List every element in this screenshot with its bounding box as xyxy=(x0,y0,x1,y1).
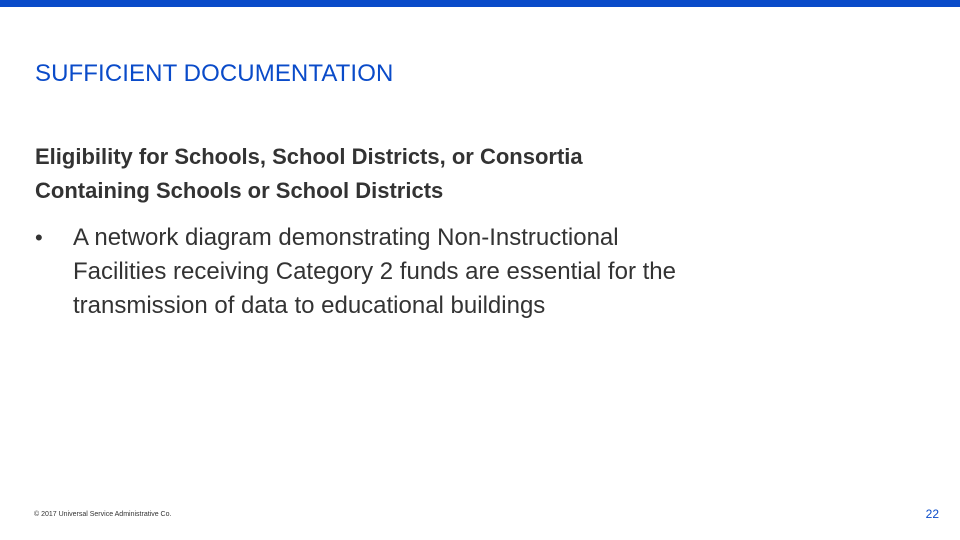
slide-title: SUFFICIENT DOCUMENTATION xyxy=(35,60,394,87)
bullet-text-line: transmission of data to educational buildings xyxy=(73,292,546,319)
bullet-text-line: A network diagram demonstrating Non-Instructional xyxy=(73,224,619,251)
bullet-text-line: Facilities receiving Category 2 funds are essential for the xyxy=(73,258,676,285)
subheading-line: Containing Schools or School Districts xyxy=(35,178,444,203)
bullet-marker: • xyxy=(35,225,43,250)
bullet-list xyxy=(35,221,915,323)
top-accent-bar xyxy=(0,0,960,7)
page-number: 22 xyxy=(925,507,939,521)
bullet-text xyxy=(73,221,915,323)
bullet-item xyxy=(35,221,915,323)
subheading-line: Eligibility for Schools, School Districts, or Consortia xyxy=(35,144,583,169)
slide-subheading xyxy=(35,140,915,208)
copyright-notice: © 2017 Universal Service Administrative Co. xyxy=(34,511,172,518)
